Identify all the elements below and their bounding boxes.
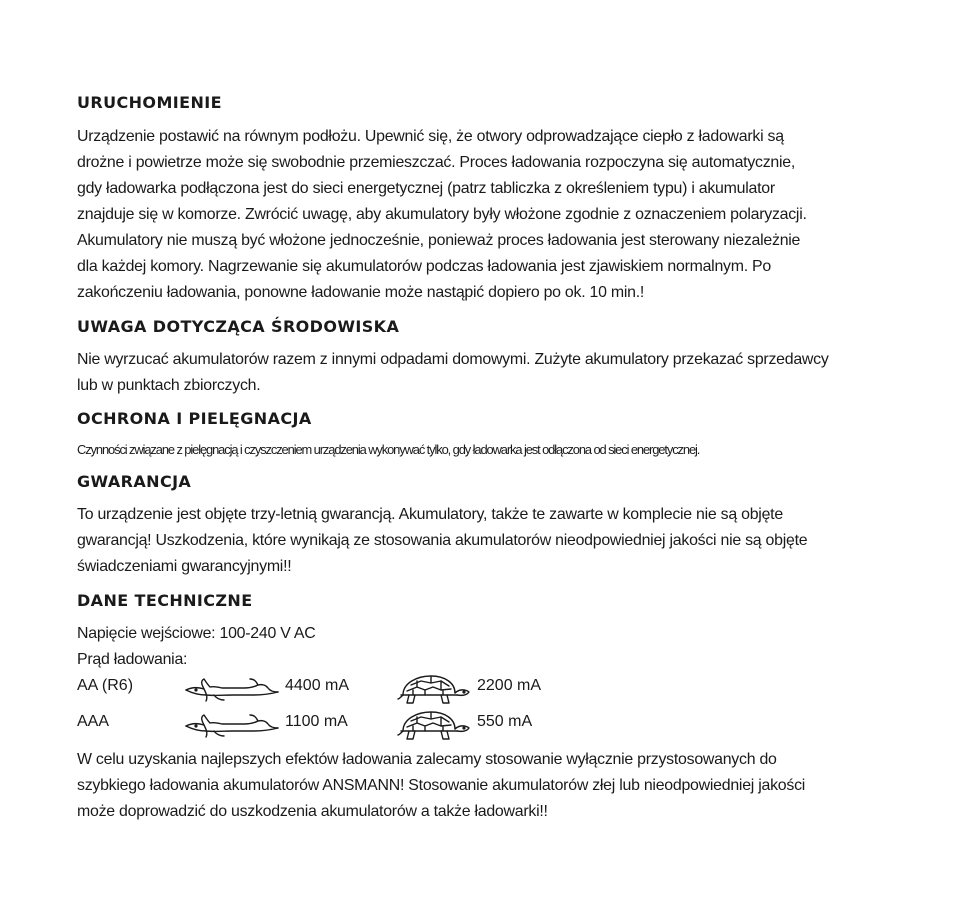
specs-note-paragraph bbox=[77, 747, 877, 825]
section-heading-care: OCHRONA I PIELĘGNACJA bbox=[77, 409, 312, 428]
text-line: znajduje się w komorze. Zwrócić uwagę, aby akumulatory były włożone zgodnie z oznaczeniem polaryzacji. bbox=[77, 206, 807, 223]
text-line: gwarancją! Uszkodzenia, które wynikają ze stosowania akumulatorów nieodpowiedniej jakości nie są objęte bbox=[77, 532, 808, 549]
text-line: drożne i powietrze może się swobodnie przemieszczać. Proces ładowania rozpoczyna się automatycznie, bbox=[77, 154, 796, 171]
text-line: gdy ładowarka podłączona jest do sieci energetycznej (patrz tabliczka z określeniem typu) i akumulator bbox=[77, 180, 775, 197]
environment-paragraph bbox=[77, 347, 877, 399]
section-heading-specs: DANE TECHNICZNE bbox=[77, 591, 253, 610]
section-heading-environment: UWAGA DOTYCZĄCA ŚRODOWISKA bbox=[77, 317, 400, 336]
text-line: Nie wyrzucać akumulatorów razem z innymi odpadami domowymi. Zużyte akumulatory przekazać sprzedawcy bbox=[77, 351, 829, 368]
text-line: świadczeniami gwarancyjnymi!! bbox=[77, 558, 292, 575]
text-line: może doprowadzić do uszkodzenia akumulatorów a także ładowarki!! bbox=[77, 803, 548, 820]
text-line: W celu uzyskania najlepszych efektów ładowania zalecamy stosowanie wyłącznie przystosowanych do bbox=[77, 751, 777, 768]
battery-type: AA (R6) bbox=[77, 677, 134, 694]
slow-charge-current: 2200 mA bbox=[477, 677, 542, 694]
text-line: Czynności związane z pielęgnacją i czyszczeniem urządzenia wykonywać tylko, gdy ładowarka jest odłączona od sieci energetycznej. bbox=[77, 442, 700, 457]
rabbit-icon bbox=[184, 711, 280, 739]
slow-charge-current: 550 mA bbox=[477, 713, 533, 730]
text-line: Urządzenie postawić na równym podłożu. Upewnić się, że otwory odprowadzające ciepło z ładowarki są bbox=[77, 128, 784, 145]
text-line: szybkiego ładowania akumulatorów ANSMANN! Stosowanie akumulatorów złej lub nieodpowiedniej jakości bbox=[77, 777, 806, 794]
fast-charge-current: 1100 mA bbox=[285, 713, 348, 730]
care-paragraph bbox=[77, 439, 877, 461]
text-line: dla każdej komory. Nagrzewanie się akumulatorów podczas ładowania jest zjawiskiem normalnym. Po bbox=[77, 258, 771, 275]
specs-paragraph bbox=[77, 621, 877, 673]
spec-row-aa bbox=[77, 673, 877, 709]
input-voltage: Napięcie wejściowe: 100-240 V AC bbox=[77, 625, 316, 642]
text-line: Akumulatory nie muszą być włożone jednocześnie, ponieważ proces ładowania jest sterowany niezależnie bbox=[77, 232, 801, 249]
section-heading-warranty: GWARANCJA bbox=[77, 472, 192, 491]
charge-current-label: Prąd ładowania: bbox=[77, 651, 188, 668]
text-line: To urządzenie jest objęte trzy-letnią gwarancją. Akumulatory, także te zawarte w komplecie nie są objęte bbox=[77, 506, 783, 523]
spec-row-aaa bbox=[77, 709, 877, 745]
turtle-icon bbox=[397, 709, 471, 743]
text-line: lub w punktach zbiorczych. bbox=[77, 377, 261, 394]
fast-charge-current: 4400 mA bbox=[285, 677, 350, 694]
startup-paragraph bbox=[77, 124, 877, 306]
text-line: zakończeniu ładowania, ponowne ładowanie może nastąpić dopiero po ok. 10 min.! bbox=[77, 284, 645, 301]
section-heading-startup: URUCHOMIENIE bbox=[77, 93, 222, 112]
content bbox=[77, 92, 877, 825]
warranty-paragraph bbox=[77, 502, 877, 580]
rabbit-icon bbox=[184, 675, 280, 703]
battery-type: AAA bbox=[77, 713, 110, 730]
turtle-icon bbox=[397, 673, 471, 707]
